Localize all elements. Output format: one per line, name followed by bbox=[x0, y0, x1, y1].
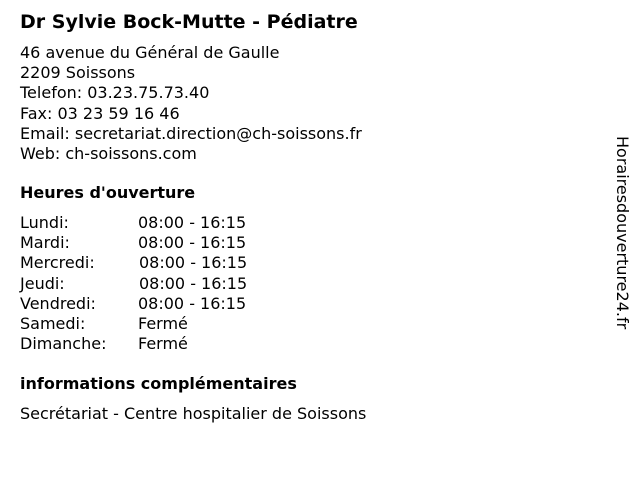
day-label: Vendredi: bbox=[20, 293, 96, 313]
watermark-text: Horairesdouverture24.fr bbox=[613, 136, 632, 330]
side-watermark bbox=[612, 136, 632, 346]
address-street: 46 avenue du Général de Gaulle bbox=[20, 43, 280, 62]
day-label: Jeudi: bbox=[20, 273, 65, 293]
day-label: Lundi: bbox=[20, 213, 69, 232]
day-label: Dimanche: bbox=[20, 334, 107, 354]
fax-number: Fax: 03 23 59 16 46 bbox=[20, 103, 180, 123]
time-value: 08:00 - 16:15 bbox=[139, 273, 248, 293]
info-text: Secrétariat - Centre hospitalier de Soissons bbox=[20, 404, 367, 423]
time-value: Fermé bbox=[138, 313, 188, 333]
website: Web: ch-soissons.com bbox=[20, 143, 197, 163]
time-value: 08:00 - 16:15 bbox=[138, 293, 247, 313]
info-heading: informations complémentaires bbox=[20, 374, 297, 393]
phone-number: Telefon: 03.23.75.73.40 bbox=[20, 83, 210, 103]
time-value: 08:00 - 16:15 bbox=[139, 253, 248, 273]
time-value: 08:00 - 16:15 bbox=[138, 213, 247, 232]
day-label: Mardi: bbox=[20, 233, 70, 253]
email-address: Email: secretariat.direction@ch-soissons.fr bbox=[20, 123, 362, 143]
address-city: 2209 Soissons bbox=[20, 63, 136, 83]
hours-heading: Heures d'ouverture bbox=[20, 183, 196, 202]
contact-block bbox=[20, 43, 362, 164]
day-label: Mercredi: bbox=[20, 253, 95, 273]
time-value: Fermé bbox=[138, 334, 188, 354]
time-value: 08:00 - 16:15 bbox=[138, 233, 247, 253]
page-title: Dr Sylvie Bock-Mutte - Pédiatre bbox=[20, 11, 358, 33]
day-label: Samedi: bbox=[20, 313, 86, 333]
